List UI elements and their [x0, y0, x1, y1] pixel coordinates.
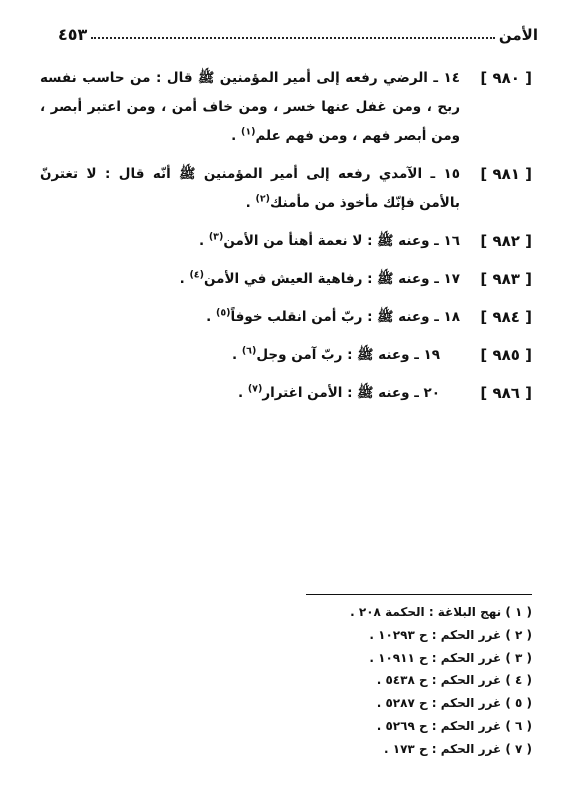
hadith-entry-986 — [40, 379, 532, 408]
page-number: ٤٥٣ — [58, 25, 88, 44]
hadith-entry-981 — [40, 160, 532, 218]
footnote-divider — [306, 594, 532, 595]
entry-number: [ ٩٨١ ] — [480, 165, 532, 183]
hadith-entry-983 — [40, 265, 532, 294]
hadith-entry-984 — [40, 303, 532, 332]
entry-number: [ ٩٨٠ ] — [480, 69, 532, 87]
entry-text: ١٩ ـ وعنه ﷺ : ربّ آمن وجل$^{(٦)}$ . — [231, 345, 440, 363]
hadith-entry-982 — [40, 227, 532, 256]
entry-text: ١٨ ـ وعنه ﷺ : ربّ أمن انقلب خوفاً$^{(٥)}$ . — [206, 307, 460, 325]
chapter-title: الأمن — [498, 26, 538, 44]
footnotes — [232, 601, 532, 761]
entry-text: ٢٠ ـ وعنه ﷺ : الأمن اغترار$^{(٧)}$ . — [237, 383, 440, 401]
hadith-entry-985 — [40, 341, 532, 370]
footnote-ref: (٣) — [208, 231, 224, 243]
hadith-entry-980 — [40, 64, 532, 151]
entry-text: ١٦ ـ وعنه ﷺ : لا نعمة أهنأ من الأمن$^{(٣)}$ . — [198, 231, 460, 249]
running-header — [58, 20, 538, 44]
footnote-item: ( ٤ ) غرر الحكم : ح ٥٤٣٨ . — [376, 673, 532, 688]
footnote-ref: (٢) — [255, 193, 271, 205]
footnote-item: ( ٣ ) غرر الحكم : ح ١٠٩١١ . — [369, 650, 532, 665]
entry-number: [ ٩٨٥ ] — [480, 346, 532, 364]
footnote-item: ( ٢ ) غرر الحكم : ح ١٠٢٩٣ . — [369, 627, 532, 642]
footnote-ref: (١) — [240, 126, 256, 138]
entry-text: ١٤ ـ الرضي رفعه إلى أمير المؤمنين ﷺ قال : من حاسب نفسه ربح ، ومن غفل عنها خسر ، ومن خاف أمن ، ومن اعتبر أبصر ، ومن أبصر فهم ، ومن فهم علم$^{(١)}$ . — [40, 70, 460, 144]
footnote-item: ( ٧ ) غرر الحكم : ح ١٧٣ . — [384, 741, 532, 756]
footnote-item: ( ٦ ) غرر الحكم : ح ٥٢٦٩ . — [376, 718, 532, 733]
footnote-item: ( ١ ) نهج البلاغة : الحكمة ٢٠٨ . — [350, 605, 532, 619]
entry-number: [ ٩٨٤ ] — [480, 308, 532, 326]
footnote-ref: (٤) — [189, 269, 204, 281]
entry-number: [ ٩٨٢ ] — [480, 232, 532, 250]
leader-dots — [91, 36, 495, 39]
footnote-ref: (٦) — [241, 345, 257, 357]
footnote-ref: (٥) — [215, 307, 231, 319]
entry-text: ١٧ ـ وعنه ﷺ : رفاهية العيش في الأمن$^{(٤)}$ . — [179, 269, 460, 287]
entry-number: [ ٩٨٦ ] — [480, 384, 532, 402]
entry-number: [ ٩٨٣ ] — [480, 270, 532, 288]
footnote-ref: (٧) — [247, 383, 263, 395]
entry-text: ١٥ ـ الآمدي رفعه إلى أمير المؤمنين ﷺ أنّه قال : لا تغترنّ بالأمن فإنّك مأخوذ من مأمنك$^{(٢)}$ . — [40, 166, 460, 211]
hadith-list — [40, 64, 532, 417]
footnote-item: ( ٥ ) غرر الحكم : ح ٥٢٨٧ . — [376, 696, 532, 711]
